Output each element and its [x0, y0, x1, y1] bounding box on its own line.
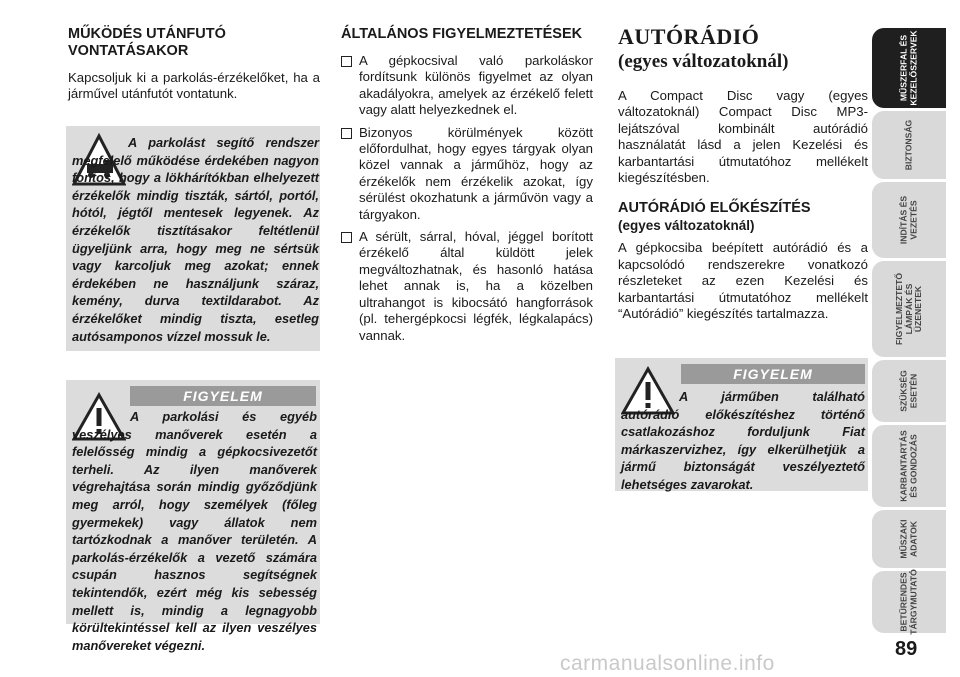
warning-text-1: A parkolási és egyéb veszélyes manőverek esetén a felelősség mindig a gépkocsivezetőt terheli. Az ilyen manőverek végrehajtása során mindig győződjünk meg arról, hogy személyek (főleg gyermekek) vagy állatok nem tartózkodnak a manőver területén. A parkolás-érzékelők a vezető számára csupán hasznos segítségnek tekintendők, ezért még kis sebesség mellett is, mindig a legnagyobb körültekintéssel kell az ilyen veszélyes manővereket végezni. — [72, 409, 317, 653]
warning-box-2 — [615, 358, 868, 491]
radio-prep-paragraph: A gépkocsiba beépített autórádió és a kapcsolódó rendszerekre vonatkozó részleteket az ezen Kezelési és karbantartási útmutatóhoz mellékelt “Autórádió” kiegészítés tartalmazza. — [618, 240, 868, 322]
tab-technical-data[interactable]: MŰSZAKI ADATOK — [872, 510, 946, 568]
list-item: Bizonyos körülmények között előfordulhat, hogy egyes tárgyak olyan közel vannak a járműhöz, hogy az érzékelők nem érzékelik azokat, így sérülést okozhatunk a járművön vagy a tárgyakon. — [341, 125, 593, 223]
sensor-cleaning-note — [66, 126, 320, 351]
tab-emergency[interactable]: SZÜKSÉG ESETÉN — [872, 360, 946, 422]
tab-safety[interactable]: BIZTONSÁG — [872, 111, 946, 179]
radio-subtitle: (egyes változatoknál) — [618, 51, 789, 72]
warnings-list — [341, 53, 593, 344]
warning-label-2: FIGYELEM — [681, 364, 865, 384]
list-item: A sérült, sárral, hóval, jéggel borított érzékelő által küldött jelek megváltozhatnak, és hasonló hatása lehet annak is, ha a közelben ultrahangot is kibocsátó hangforrások (pl. tehergépkocsi légfék, légkalapács) vannak. — [341, 229, 593, 344]
warning-box-1 — [66, 380, 320, 653]
tab-index[interactable]: BETŰRENDES TÁRGYMUTATÓ — [872, 571, 946, 633]
tab-starting-driving[interactable]: INDÍTÁS ÉS VEZETÉS — [872, 182, 946, 258]
warning-text-2: A járműben található autórádió előkészítéshez történő csatlakozáshoz forduljunk Fiat márkaszervizhez, így elkerülhetjük a jármű biztonságát veszélyeztető lehetséges zavarokat. — [621, 389, 865, 492]
column-2 — [341, 26, 593, 350]
sensor-cleaning-text: A parkolást segítő rendszer megfelelő működése érdekében nagyon fontos, hogy a lökhárítókban elhelyezett érzékelők mindig tiszták, sártól, portól, hótól, jégtől mentesek legyenek. Az érzékelők tisztításakor feltétlenül ügyeljünk arra, hogy meg ne sértsük vagy karcoljuk meg azokat; ennek érdekében ne használjunk száraz, kemény, durva textildarabot. Az érzékelőket mindig tiszta, esetleg autósamponos vízzel mossuk le. — [72, 135, 319, 344]
general-warnings-heading: ÁLTALÁNOS FIGYELMEZTETÉSEK — [341, 26, 583, 42]
tab-maintenance[interactable]: KARBANTARTÁS ÉS GONDOZÁS — [872, 425, 946, 507]
towing-paragraph: Kapcsoljuk ki a parkolás-érzékelőket, ha a járművel utánfutót vontatunk. — [68, 70, 320, 102]
list-item: A gépkocsival való parkoláskor fordítsunk különös figyelmet az olyan akadályokra, amelyek az érzékelő felett vagy alatt helyezkednek el. — [341, 53, 593, 119]
column-3 — [618, 24, 868, 322]
tab-warning-lights[interactable]: FIGYELMEZTETŐ LÁMPÁK ÉS ÜZENETEK — [872, 261, 946, 357]
warning-label-1: FIGYELEM — [130, 386, 316, 406]
checkbox-bullet-icon — [341, 56, 352, 67]
page-number: 89 — [895, 638, 918, 660]
column-1 — [68, 26, 320, 103]
radio-paragraph: A Compact Disc vagy (egyes változatoknál) Compact Disc MP3-lejátszóval kombinált autórádió használatát lásd a jelen Kezelési és karbantartási útmutatóhoz mellékelt kiegészítésben. — [618, 88, 868, 186]
towing-heading: MŰKÖDÉS UTÁNFUTÓ VONTATÁSAKOR — [68, 26, 226, 59]
checkbox-bullet-icon — [341, 232, 352, 243]
watermark-text: carmanualsonline.info — [560, 652, 775, 675]
radio-prep-heading: AUTÓRÁDIÓ ELŐKÉSZÍTÉS — [618, 200, 811, 217]
checkbox-bullet-icon — [341, 128, 352, 139]
tab-dashboard-controls[interactable]: MŰSZERFAL ÉS KEZELŐSZERVEK — [872, 28, 946, 108]
radio-title: AUTÓRÁDIÓ — [618, 24, 760, 49]
radio-prep-subheading: (egyes változatoknál) — [618, 218, 755, 234]
